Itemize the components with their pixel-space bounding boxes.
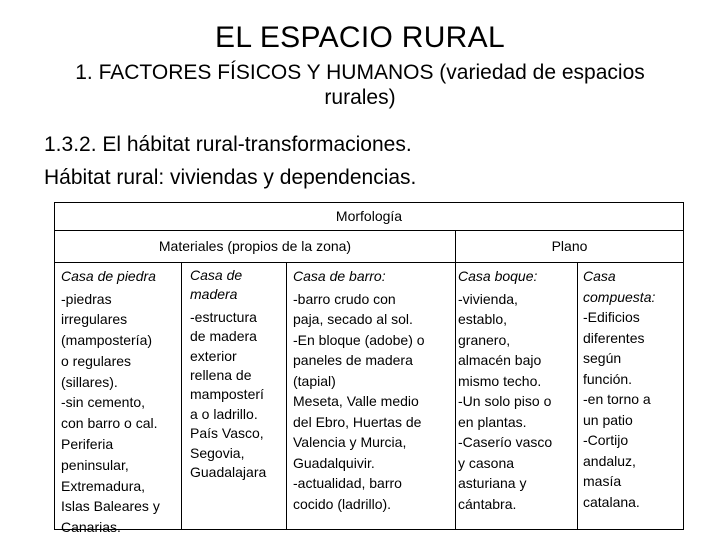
- table-divider: [286, 262, 287, 529]
- cell-casa-compuesta: [583, 266, 681, 512]
- cell-body: -piedras irregulares (mampostería) o regulares (sillares). -sin cemento, con barro o cal. Periferia peninsular, Extremadura, Islas Baleares y Canarias.: [61, 290, 160, 536]
- cell-body: -Edificios diferentes según función. -en torno a un patio -Cortijo andaluz, masía catalana.: [583, 309, 651, 510]
- cell-casa-bloque: [458, 266, 576, 514]
- cell-title: Casa compuesta:: [583, 268, 656, 305]
- cell-title: Casa de madera: [190, 267, 243, 303]
- cell-body: -estructura de madera exterior rellena de mamposterí a o ladrillo. País Vasco, Segovia, Guadalajara: [190, 308, 267, 481]
- slide-title: EL ESPACIO RURAL: [215, 21, 505, 54]
- cell-body: -barro crudo con paja, secado al sol. -En bloque (adobe) o paneles de madera (tapial) Meseta, Valle medio del Ebro, Huertas de Valencia y Murcia, Guadalquivir. -actualidad, barro cocido (ladrillo).: [293, 290, 425, 512]
- section-subheading: Hábitat rural: viviendas y dependencias.: [44, 166, 417, 189]
- table-divider: [55, 262, 683, 263]
- cell-casa-de-barro: [293, 266, 453, 514]
- table-header-morfologia: Morfología: [335, 208, 403, 224]
- section-heading: 1.3.2. El hábitat rural-transformaciones.: [44, 133, 412, 156]
- slide-subtitle: 1. FACTORES FÍSICOS Y HUMANOS (variedad de espacios rurales): [75, 61, 645, 109]
- cell-casa-de-madera: [190, 266, 285, 482]
- table-header-plano: Plano: [551, 238, 588, 254]
- table-divider: [55, 230, 683, 231]
- cell-casa-de-piedra: [61, 266, 179, 538]
- table-divider: [577, 262, 578, 529]
- cell-title: Casa boque:: [458, 268, 538, 284]
- cell-title: Casa de barro:: [293, 268, 386, 284]
- table-divider: [181, 262, 182, 529]
- cell-body: -vivienda, establo, granero, almacén bajo mismo techo. -Un solo piso o en plantas. -Caserío vasco y casona asturiana y cántabra.: [458, 290, 553, 512]
- table-divider: [455, 230, 456, 529]
- morphology-table: [54, 202, 684, 536]
- table-header-materiales: Materiales (propios de la zona): [158, 238, 352, 254]
- cell-title: Casa de piedra: [61, 268, 156, 284]
